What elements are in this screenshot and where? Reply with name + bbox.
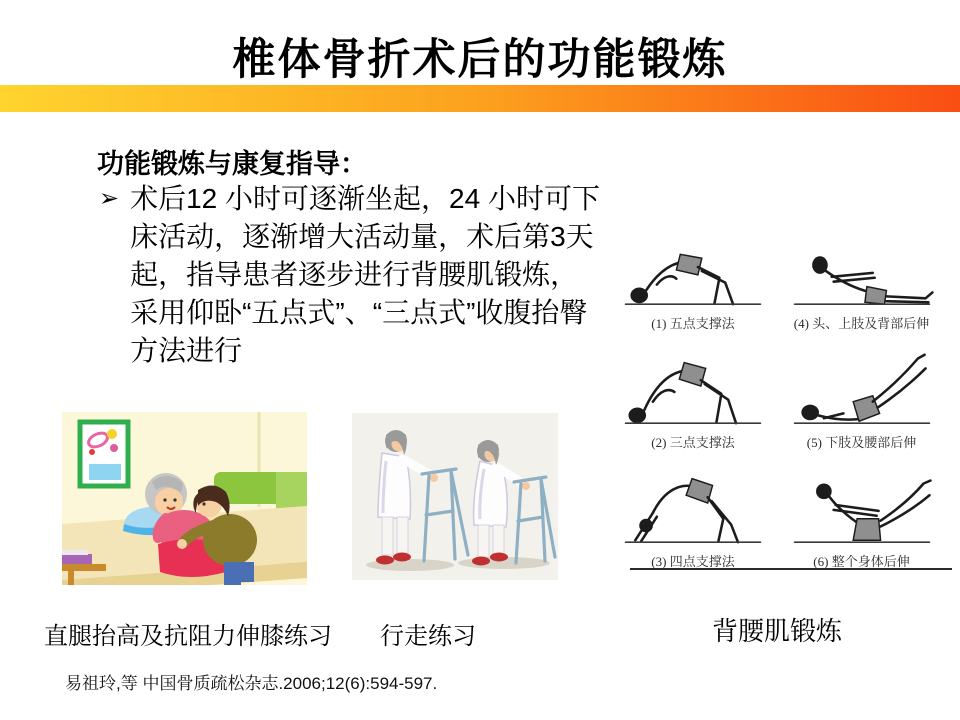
- exercise-head-arms-back-extension: [768, 213, 955, 332]
- exercise-label: (4) 头、上肢及背部后伸: [793, 316, 930, 331]
- bed-leg-raise-illustration: [62, 412, 307, 585]
- exercise-whole-body-extension: [768, 451, 955, 570]
- arrow-bullet-icon: ➢: [99, 185, 120, 212]
- caption-back-muscle-exercise: 背腰肌锻炼: [712, 616, 843, 646]
- bullet-text: 术后12 小时可逐渐坐起，24 小时可下床活动，逐渐增大活动量，术后第3天起，指导患者逐步进行背腰肌锻炼，采用仰卧“五点式”、“三点式”收腹抬臀方法进行: [130, 183, 600, 366]
- four-point-support-figure: [619, 462, 767, 550]
- lower-limb-lumbar-extension-figure: [773, 343, 951, 431]
- page-title: 椎体骨折术后的功能锻炼: [232, 36, 728, 84]
- exercise-lower-limb-lumbar-extension: [768, 332, 955, 451]
- exercise-three-point-support: [618, 332, 768, 451]
- walker-walking-illustration: [352, 413, 558, 580]
- three-point-support-figure: [619, 343, 767, 431]
- exercise-label: (3) 四点支撑法: [651, 554, 735, 569]
- exercise-label: (6) 整个身体后伸: [813, 554, 910, 569]
- exercise-four-point-support: [618, 451, 768, 570]
- five-point-support-figure: [619, 224, 767, 312]
- exercise-five-point-support: [618, 213, 768, 332]
- whole-body-extension-figure: [773, 462, 951, 550]
- title-divider-gradient-bar: [0, 85, 960, 112]
- bullet-item: [99, 180, 604, 370]
- exercise-label: (5) 下肢及腰部后伸: [806, 435, 917, 450]
- head-arms-back-extension-figure: [773, 224, 951, 312]
- back-exercise-diagram: [618, 213, 955, 573]
- caption-walking-practice: 行走练习: [380, 623, 476, 650]
- section-heading: 功能锻炼与康复指导：: [97, 149, 367, 179]
- reference-citation: 易祖玲,等 中国骨质疏松杂志.2006;12(6):594-597.: [65, 674, 438, 693]
- caption-leg-raise: 直腿抬高及抗阻力伸膝练习: [44, 623, 332, 650]
- exercise-label: (2) 三点支撑法: [651, 435, 735, 450]
- diagram-bottom-rule: [630, 568, 952, 570]
- exercise-label: (1) 五点支撑法: [651, 316, 735, 331]
